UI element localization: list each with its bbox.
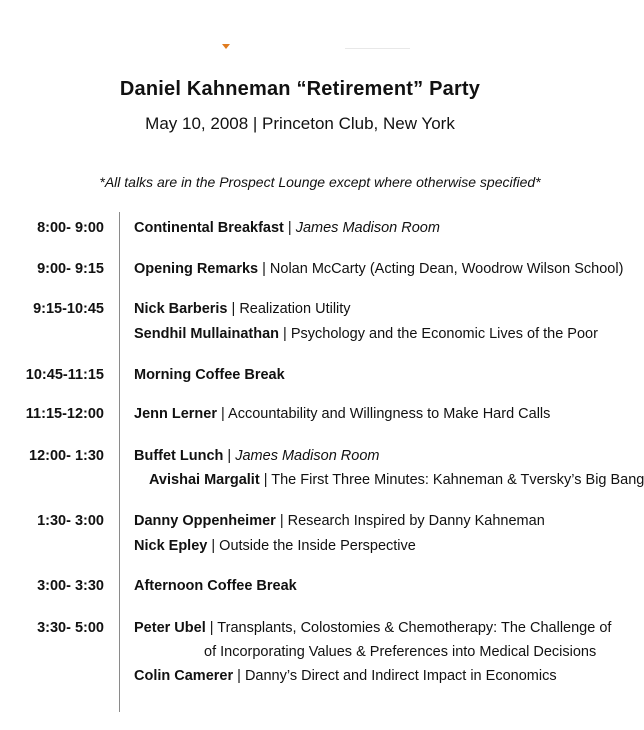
slot-line [134,261,623,277]
session-name: Avishai Margalit [149,472,260,488]
session-name: Opening Remarks [134,261,259,277]
slot-line [134,326,598,342]
session-detail: of Incorporating Values & Preferences into Medical Decisions [204,644,597,660]
session-detail: Psychology and the Economic Lives of the Poor [290,326,598,342]
slot-time: 9:15-10:45 [33,301,104,317]
session-detail: Research Inspired by Danny Kahneman [287,513,545,529]
slot-time: 1:30- 3:00 [37,513,104,529]
session-detail: Accountability and Willingness to Make Hard Calls [228,406,551,422]
slot-time: 3:30- 5:00 [37,620,104,636]
session-detail: Danny’s Direct and Indirect Impact in Economics [244,668,557,684]
slot-line [134,220,440,236]
separator: | [205,620,218,636]
slot-time: 9:00- 9:15 [37,261,104,277]
slot-line [134,538,416,554]
slot-time: 11:15-12:00 [25,406,104,422]
separator: | [223,448,236,464]
slot-line-continuation [204,644,596,660]
session-detail: James Madison Room [235,448,380,464]
session-name: Afternoon Coffee Break [134,578,297,594]
slot-line [134,406,550,422]
slot-line [134,578,297,594]
slot-line [134,668,557,684]
slot-line [149,472,644,488]
session-name: Colin Camerer [134,668,234,684]
session-detail: Realization Utility [239,301,351,317]
session-detail: The First Three Minutes: Kahneman & Tversky’s Big Bang [271,472,644,488]
separator: | [279,326,291,342]
session-name: Nick Barberis [134,301,228,317]
session-name: Danny Oppenheimer [134,513,276,529]
separator: | [259,472,272,488]
slot-time: 12:00- 1:30 [29,448,104,464]
separator: | [275,513,288,529]
separator: | [227,301,240,317]
event-date-location: May 10, 2008 | Princeton Club, New York [145,114,455,133]
separator: | [233,668,245,684]
session-name: Continental Breakfast [134,220,284,236]
slot-line [134,448,379,464]
slot-time: 3:00- 3:30 [37,578,104,594]
session-detail: Outside the Inside Perspective [219,538,416,554]
separator: | [207,538,220,554]
separator: | [283,220,296,236]
page-title: Daniel Kahneman “Retirement” Party [119,78,481,100]
slot-line [134,620,611,636]
session-name: Morning Coffee Break [134,367,285,383]
session-detail: James Madison Room [295,220,440,236]
slot-line [134,367,285,383]
session-name: Sendhil Mullainathan [134,326,280,342]
session-detail: Transplants, Colostomies & Chemotherapy: The Challenge of [217,620,612,636]
session-detail: Nolan McCarty (Acting Dean, Woodrow Wilson School) [269,261,624,277]
slot-line [134,301,351,317]
session-name: Peter Ubel [134,620,206,636]
session-name: Nick Epley [134,538,208,554]
slot-time: 8:00- 9:00 [37,220,104,236]
location-note: *All talks are in the Prospect Lounge except where otherwise specified* [99,174,541,190]
separator: | [217,406,229,422]
separator: | [258,261,270,277]
slot-time: 10:45-11:15 [25,367,104,383]
slot-line [134,513,545,529]
session-name: Buffet Lunch [134,448,224,464]
session-name: Jenn Lerner [134,406,217,422]
